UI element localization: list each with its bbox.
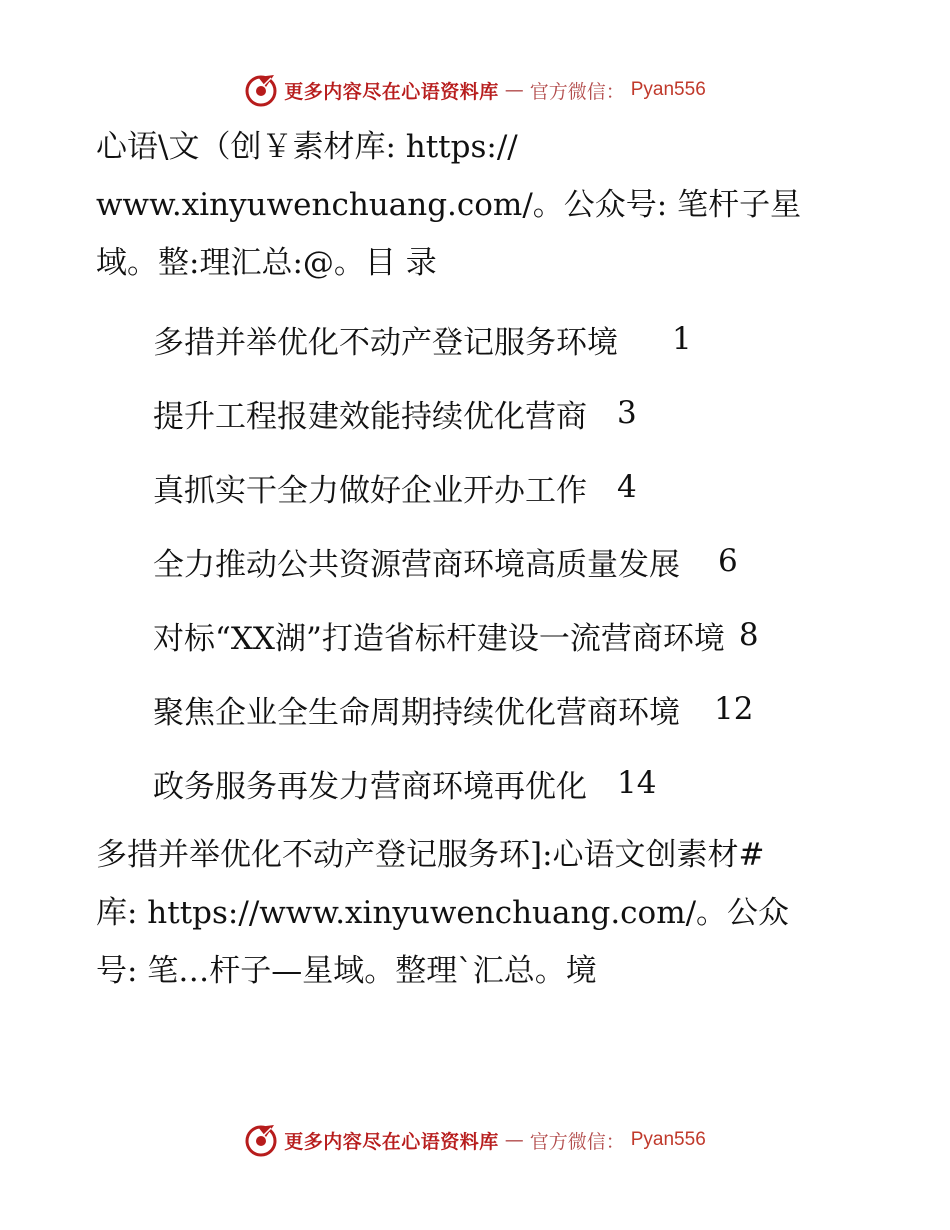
toc-item[interactable] — [153, 672, 873, 746]
toc-item[interactable] — [153, 302, 873, 376]
watermark-wechat-label: 官方微信： — [529, 1130, 625, 1153]
body-paragraph — [96, 826, 856, 1000]
table-of-contents — [153, 302, 873, 820]
toc-title: 真抓实干全力做好企业开办工作 — [153, 472, 587, 509]
intro-line: 域。整:理汇总:@。目 录 — [96, 245, 437, 281]
toc-item[interactable] — [153, 376, 873, 450]
watermark-wechat-id: Pyan556 — [630, 1129, 706, 1150]
watermark-wechat-label: 官方微信： — [529, 80, 625, 103]
watermark-text: 更多内容尽在心语资料库 — [284, 1130, 499, 1153]
watermark-dash: — — [504, 79, 524, 101]
watermark-wechat-id: Pyan556 — [630, 79, 706, 100]
toc-page-number: 3 — [617, 395, 637, 431]
toc-page-number: 14 — [617, 765, 657, 801]
quill-logo-icon — [244, 1123, 278, 1157]
toc-item[interactable] — [153, 746, 873, 820]
toc-page-number: 12 — [714, 691, 754, 727]
toc-item[interactable] — [153, 598, 873, 672]
body-line: 库: https://www.xinyuwenchuang.com/。公众 — [96, 895, 790, 931]
intro-line: 心语\文（创￥素材库: https:// — [96, 129, 518, 165]
toc-page-number: 1 — [672, 321, 692, 357]
body-line: 号: 笔…杆子—星域。整理`汇总。境 — [96, 953, 597, 989]
intro-paragraph — [96, 118, 856, 292]
intro-line: www.xinyuwenchuang.com/。公众号: 笔杆子星 — [96, 187, 802, 223]
header-watermark — [0, 70, 950, 110]
toc-title: 多措并举优化不动产登记服务环境 — [153, 324, 618, 361]
toc-title: 聚焦企业全生命周期持续优化营商环境 — [153, 694, 680, 731]
toc-page-number: 4 — [617, 469, 637, 505]
watermark-dash: — — [504, 1129, 524, 1151]
toc-page-number: 6 — [718, 543, 738, 579]
toc-title: 对标“XX湖”打造省标杆建设一流营商环境 — [153, 620, 725, 657]
toc-title: 提升工程报建效能持续优化营商 — [153, 398, 587, 435]
quill-logo-icon — [244, 73, 278, 107]
watermark-text: 更多内容尽在心语资料库 — [284, 80, 499, 103]
toc-page-number: 8 — [738, 617, 759, 653]
toc-item[interactable] — [153, 524, 873, 598]
toc-title: 全力推动公共资源营商环境高质量发展 — [153, 546, 680, 583]
toc-item[interactable] — [153, 450, 873, 524]
body-line: 多措并举优化不动产登记服务环]:心语文创素材# — [96, 837, 765, 873]
footer-watermark — [0, 1120, 950, 1160]
toc-title: 政务服务再发力营商环境再优化 — [153, 768, 587, 805]
